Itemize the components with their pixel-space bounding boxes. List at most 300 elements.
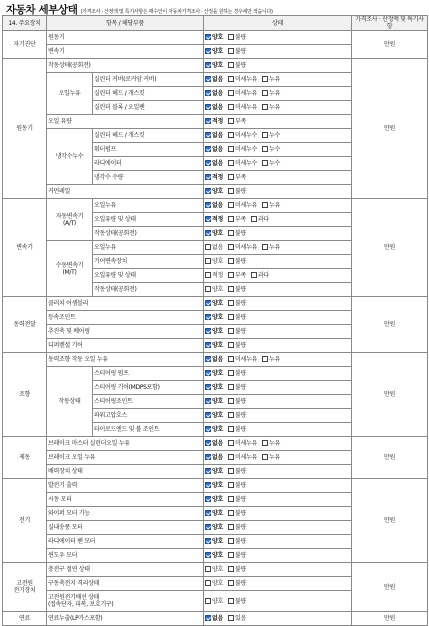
status-option-label: 누유 (269, 104, 280, 111)
status-option-label: 누유 (269, 454, 280, 461)
checkbox-checked[interactable] (205, 314, 211, 320)
checkbox-unchecked[interactable] (262, 454, 268, 460)
checkbox-unchecked[interactable] (251, 216, 257, 222)
status-option-label: 부족 (235, 272, 247, 279)
status-option[interactable] (205, 34, 223, 41)
checkbox-unchecked[interactable] (228, 188, 234, 194)
checkbox-unchecked[interactable] (205, 598, 211, 604)
status-options (204, 213, 352, 227)
status-options (204, 339, 352, 353)
status-options (204, 521, 352, 535)
status-option[interactable] (205, 496, 223, 503)
checkbox-checked[interactable] (205, 90, 211, 96)
status-option[interactable] (228, 160, 257, 167)
status-option[interactable] (205, 510, 223, 517)
status-option-label: 누유 (269, 440, 280, 447)
checkbox-checked[interactable] (205, 216, 211, 222)
status-option-label: 양호 (212, 286, 224, 293)
status-option[interactable] (228, 384, 246, 391)
status-option[interactable] (228, 454, 257, 461)
status-option-label: 누유 (269, 356, 280, 363)
status-option-label: 불량 (235, 597, 247, 605)
status-options (204, 409, 352, 423)
checkbox-checked[interactable] (205, 62, 211, 68)
status-option[interactable] (205, 174, 223, 181)
status-options (204, 591, 352, 612)
checkbox-unchecked[interactable] (228, 454, 234, 460)
status-option[interactable] (228, 468, 246, 475)
item-label: 배력장치 상태 (47, 465, 204, 479)
status-option-label: 과다 (258, 272, 270, 279)
status-option-label: 양호 (212, 412, 224, 419)
checkbox-checked[interactable] (205, 328, 211, 334)
checkbox-unchecked[interactable] (205, 244, 211, 250)
status-options (204, 367, 352, 381)
checkbox-unchecked[interactable] (228, 90, 234, 96)
checkbox-unchecked[interactable] (228, 258, 234, 264)
checkbox-checked[interactable] (205, 510, 211, 516)
table-row (3, 612, 428, 626)
status-option[interactable] (228, 356, 257, 363)
checkbox-unchecked[interactable] (262, 440, 268, 446)
checkbox-unchecked[interactable] (228, 300, 234, 306)
checkbox-unchecked[interactable] (228, 104, 234, 110)
status-option[interactable] (205, 160, 223, 167)
status-option[interactable] (205, 426, 223, 433)
status-options (204, 437, 352, 451)
status-option[interactable] (251, 216, 269, 223)
checkbox-checked[interactable] (205, 454, 211, 460)
status-option[interactable] (228, 132, 257, 139)
checkbox-unchecked[interactable] (228, 160, 234, 166)
price-cell[interactable]: 만원 (352, 479, 428, 563)
status-option-label: 양호 (212, 384, 224, 391)
item-label: 스티어링조인트 (93, 395, 204, 409)
item-label: 실린더 커버(로커암 커버) (93, 73, 204, 87)
status-option[interactable] (205, 552, 223, 559)
section-label: 자기진단 (3, 31, 47, 59)
status-option[interactable] (205, 328, 223, 335)
status-option[interactable] (228, 524, 246, 531)
status-options (204, 493, 352, 507)
status-option[interactable] (205, 48, 223, 55)
item-label: 시동 모터 (47, 493, 204, 507)
checkbox-unchecked[interactable] (228, 272, 234, 278)
checkbox-unchecked[interactable] (262, 244, 268, 250)
checkbox-checked[interactable] (205, 174, 211, 180)
checkbox-unchecked[interactable] (262, 90, 268, 96)
price-cell[interactable]: 만원 (352, 59, 428, 199)
checkbox-unchecked[interactable] (228, 314, 234, 320)
status-option[interactable] (228, 370, 246, 377)
checkbox-checked[interactable] (205, 48, 211, 54)
status-option[interactable] (228, 598, 246, 605)
checkbox-checked[interactable] (205, 468, 211, 474)
status-option-label: 불량 (235, 482, 247, 489)
status-option-label: 불량 (235, 328, 247, 335)
checkbox-unchecked[interactable] (228, 132, 234, 138)
status-option-label: 양호 (212, 62, 224, 69)
status-option-label: 없음 (212, 160, 224, 167)
checkbox-checked[interactable] (205, 76, 211, 82)
checkbox-checked[interactable] (205, 538, 211, 544)
checkbox-unchecked[interactable] (228, 34, 234, 40)
checkbox-unchecked[interactable] (228, 48, 234, 54)
status-option[interactable] (205, 146, 223, 153)
status-option-label: 없음 (212, 454, 224, 461)
checkbox-checked[interactable] (205, 440, 211, 446)
checkbox-unchecked[interactable] (262, 356, 268, 362)
status-option[interactable] (228, 230, 246, 237)
status-option[interactable] (228, 580, 246, 587)
status-option[interactable] (205, 244, 223, 251)
checkbox-checked[interactable] (205, 412, 211, 418)
status-option[interactable] (205, 90, 223, 97)
status-options (204, 297, 352, 311)
table-row (3, 479, 428, 493)
checkbox-unchecked[interactable] (228, 398, 234, 404)
status-option-label: 적정 (212, 216, 224, 223)
status-option-label: 누수 (269, 132, 280, 139)
price-cell[interactable]: 만원 (352, 612, 428, 626)
status-option[interactable] (228, 118, 246, 125)
checkbox-unchecked[interactable] (262, 104, 268, 110)
status-option[interactable] (205, 286, 223, 293)
checkbox-unchecked[interactable] (228, 356, 234, 362)
price-cell[interactable]: 만원 (352, 31, 428, 59)
price-cell[interactable]: 만원 (352, 353, 428, 437)
item-label: 오일누유 (93, 241, 204, 255)
status-option[interactable] (205, 230, 223, 237)
status-option[interactable] (205, 104, 223, 111)
status-option[interactable] (228, 496, 246, 503)
status-option[interactable] (205, 384, 223, 391)
status-option-label: 양호 (212, 230, 224, 237)
status-option[interactable] (228, 510, 246, 517)
status-option[interactable] (262, 244, 280, 251)
status-option-label: 불량 (235, 230, 247, 237)
status-option-label: 없음 (212, 615, 224, 622)
checkbox-unchecked[interactable] (228, 370, 234, 376)
status-option-label: 부족 (235, 118, 247, 125)
checkbox-unchecked[interactable] (228, 524, 234, 530)
checkbox-checked[interactable] (205, 160, 211, 166)
status-option[interactable] (205, 188, 223, 195)
status-option[interactable] (262, 104, 280, 111)
status-options (204, 199, 352, 213)
status-option[interactable] (205, 356, 223, 363)
status-option[interactable] (262, 160, 280, 167)
checkbox-unchecked[interactable] (228, 468, 234, 474)
status-option[interactable] (205, 615, 223, 622)
status-option[interactable] (228, 566, 246, 573)
status-option[interactable] (262, 440, 280, 447)
status-option-label: 없음 (212, 244, 224, 251)
status-option-label: 미세누유 (235, 104, 257, 111)
checkbox-unchecked[interactable] (262, 146, 268, 152)
checkbox-checked[interactable] (205, 356, 211, 362)
checkbox-unchecked[interactable] (228, 146, 234, 152)
checkbox-unchecked[interactable] (228, 615, 234, 621)
status-option-label: 불량 (235, 370, 247, 377)
status-option[interactable] (205, 132, 223, 139)
status-option-label: 불량 (235, 524, 247, 531)
status-option[interactable] (228, 412, 246, 419)
status-option[interactable] (228, 398, 246, 405)
status-option-label: 누유 (269, 202, 280, 209)
status-option[interactable] (205, 482, 223, 489)
status-option[interactable] (205, 468, 223, 475)
status-option-label: 없음 (212, 132, 224, 139)
status-option-label: 적정 (212, 174, 224, 181)
checkbox-unchecked[interactable] (228, 342, 234, 348)
status-option-label: 불량 (235, 580, 247, 587)
status-option-label: 양호 (212, 314, 224, 321)
checkbox-unchecked[interactable] (228, 384, 234, 390)
checkbox-unchecked[interactable] (228, 552, 234, 558)
checkbox-checked[interactable] (205, 118, 211, 124)
checkbox-unchecked[interactable] (228, 76, 234, 82)
checkbox-unchecked[interactable] (228, 328, 234, 334)
status-option[interactable] (205, 440, 223, 447)
status-options (204, 87, 352, 101)
checkbox-unchecked[interactable] (228, 580, 234, 586)
status-option[interactable] (228, 272, 246, 279)
status-option[interactable] (228, 314, 246, 321)
status-option[interactable] (228, 552, 246, 559)
item-label: 스티어링 펌프 (93, 367, 204, 381)
status-options (204, 423, 352, 437)
status-option-label: 불량 (235, 426, 247, 433)
section-label: 고전원 전기장치 (3, 563, 47, 612)
checkbox-checked[interactable] (205, 34, 211, 40)
status-option-label: 불량 (235, 412, 247, 419)
price-cell[interactable]: 만원 (352, 199, 428, 297)
status-option[interactable] (205, 118, 223, 125)
checkbox-unchecked[interactable] (228, 510, 234, 516)
status-option[interactable] (228, 76, 257, 83)
status-option[interactable] (205, 342, 223, 349)
checkbox-checked[interactable] (205, 230, 211, 236)
status-option[interactable] (228, 146, 257, 153)
status-option-label: 누유 (269, 90, 280, 97)
checkbox-unchecked[interactable] (205, 580, 211, 586)
status-option[interactable] (205, 538, 223, 545)
status-option[interactable] (262, 132, 280, 139)
checkbox-unchecked[interactable] (262, 76, 268, 82)
checkbox-unchecked[interactable] (228, 412, 234, 418)
status-option[interactable] (262, 146, 280, 153)
checkbox-unchecked[interactable] (228, 216, 234, 222)
checkbox-unchecked[interactable] (205, 272, 211, 278)
status-option-label: 양호 (212, 370, 224, 377)
status-option[interactable] (205, 370, 223, 377)
checkbox-checked[interactable] (205, 300, 211, 306)
status-option-label: 미세누유 (235, 90, 257, 97)
status-option[interactable] (228, 615, 246, 622)
status-option[interactable] (228, 426, 246, 433)
status-option-label: 누유 (269, 76, 280, 83)
status-option-label: 적정 (212, 272, 224, 279)
section-label: 동력전달 (3, 297, 47, 353)
status-option-label: 없음 (212, 356, 224, 363)
checkbox-unchecked[interactable] (228, 496, 234, 502)
status-option[interactable] (205, 300, 223, 307)
table-row (3, 563, 428, 577)
checkbox-unchecked[interactable] (262, 202, 268, 208)
status-options (204, 479, 352, 493)
status-option[interactable] (205, 598, 223, 605)
status-options (204, 59, 352, 73)
status-option-label: 불량 (235, 510, 247, 517)
checkbox-checked[interactable] (205, 132, 211, 138)
status-option[interactable] (205, 566, 223, 573)
status-option[interactable] (228, 300, 246, 307)
item-label: 고전원전기배선 상태 (접속단자, 피복, 보호기구) (47, 591, 204, 612)
checkbox-checked[interactable] (205, 188, 211, 194)
checkbox-unchecked[interactable] (228, 426, 234, 432)
status-option[interactable] (262, 76, 280, 83)
checkbox-unchecked[interactable] (205, 566, 211, 572)
table-row (3, 59, 428, 73)
status-option-label: 누유 (269, 244, 280, 251)
status-option-label: 있음 (235, 615, 247, 622)
status-options (204, 31, 352, 45)
item-label: 등속조인트 (47, 311, 204, 325)
section-label: 변속기 (3, 199, 47, 297)
status-option-label: 불량 (235, 258, 247, 265)
checkbox-checked[interactable] (205, 202, 211, 208)
status-option[interactable] (205, 524, 223, 531)
status-options (204, 577, 352, 591)
status-option[interactable] (228, 188, 246, 195)
status-option-label: 없음 (212, 76, 224, 83)
item-label: 오일누유 (93, 199, 204, 213)
checkbox-unchecked[interactable] (228, 286, 234, 292)
checkbox-checked[interactable] (205, 496, 211, 502)
status-option[interactable] (262, 356, 280, 363)
status-options (204, 269, 352, 283)
checkbox-unchecked[interactable] (205, 258, 211, 264)
checkbox-checked[interactable] (205, 104, 211, 110)
item-label: 실린더 헤드 / 개스킷 (93, 87, 204, 101)
checkbox-unchecked[interactable] (228, 202, 234, 208)
checkbox-unchecked[interactable] (228, 230, 234, 236)
status-option[interactable] (228, 216, 246, 223)
status-option[interactable] (228, 62, 246, 69)
checkbox-unchecked[interactable] (228, 598, 234, 604)
checkbox-checked[interactable] (205, 146, 211, 152)
checkbox-checked[interactable] (205, 482, 211, 488)
status-option[interactable] (205, 398, 223, 405)
item-label: 오일유량 및 상태 (93, 213, 204, 227)
status-option[interactable] (228, 104, 257, 111)
status-option[interactable] (205, 62, 223, 69)
status-option[interactable] (228, 286, 246, 293)
price-cell[interactable]: 만원 (352, 297, 428, 353)
checkbox-unchecked[interactable] (228, 440, 234, 446)
subgroup-label: 자동변속기 (A/T) (47, 199, 93, 241)
status-option[interactable] (228, 202, 257, 209)
checkbox-unchecked[interactable] (228, 566, 234, 572)
checkbox-checked[interactable] (205, 426, 211, 432)
checkbox-unchecked[interactable] (228, 174, 234, 180)
status-option[interactable] (205, 76, 223, 83)
checkbox-unchecked[interactable] (228, 62, 234, 68)
status-option[interactable] (205, 258, 223, 265)
item-label: 스티어링 기어(MDPS포함) (93, 381, 204, 395)
status-option-label: 불량 (235, 286, 247, 293)
status-option[interactable] (205, 412, 223, 419)
status-option[interactable] (228, 174, 246, 181)
status-option[interactable] (251, 272, 269, 279)
checkbox-checked[interactable] (205, 370, 211, 376)
item-label: 파워고압호스 (93, 409, 204, 423)
price-cell[interactable]: 만원 (352, 563, 428, 612)
checkbox-checked[interactable] (205, 524, 211, 530)
status-option-label: 적정 (212, 118, 224, 125)
checkbox-checked[interactable] (205, 384, 211, 390)
status-option[interactable] (228, 342, 246, 349)
status-option[interactable] (205, 216, 223, 223)
checkbox-checked[interactable] (205, 552, 211, 558)
item-label: 변속기 (47, 45, 204, 59)
status-options (204, 353, 352, 367)
status-option[interactable] (262, 202, 280, 209)
status-option[interactable] (205, 202, 223, 209)
status-option[interactable] (228, 258, 246, 265)
status-option-label: 없음 (212, 202, 224, 209)
status-option[interactable] (228, 244, 257, 251)
price-cell[interactable]: 만원 (352, 437, 428, 479)
status-option[interactable] (205, 580, 223, 587)
status-option-label: 불량 (235, 188, 247, 195)
status-option[interactable] (205, 314, 223, 321)
status-option[interactable] (228, 440, 257, 447)
section-label: 제동 (3, 437, 47, 479)
status-option[interactable] (205, 454, 223, 461)
table-header-row (3, 16, 428, 31)
checkbox-unchecked[interactable] (228, 482, 234, 488)
status-options (204, 451, 352, 465)
status-option[interactable] (228, 48, 246, 55)
status-option[interactable] (205, 272, 223, 279)
checkbox-unchecked[interactable] (228, 244, 234, 250)
section-label: 원동기 (3, 59, 47, 199)
status-option[interactable] (228, 90, 257, 97)
checkbox-unchecked[interactable] (251, 272, 257, 278)
status-option[interactable] (228, 482, 246, 489)
status-options (204, 101, 352, 115)
subgroup-label: 수동변속기 (M/T) (47, 241, 93, 297)
checkbox-unchecked[interactable] (228, 118, 234, 124)
status-option[interactable] (262, 454, 280, 461)
status-option[interactable] (228, 34, 246, 41)
checkbox-unchecked[interactable] (205, 286, 211, 292)
checkbox-unchecked[interactable] (228, 538, 234, 544)
checkbox-unchecked[interactable] (262, 160, 268, 166)
checkbox-unchecked[interactable] (262, 132, 268, 138)
status-options (204, 563, 352, 577)
status-option[interactable] (262, 90, 280, 97)
status-option[interactable] (228, 538, 246, 545)
checkbox-checked[interactable] (205, 342, 211, 348)
item-label: 추진축 및 베어링 (47, 325, 204, 339)
status-option[interactable] (228, 328, 246, 335)
checkbox-checked[interactable] (205, 398, 211, 404)
item-label: 충전구 절연 상태 (47, 563, 204, 577)
checkbox-checked[interactable] (205, 615, 211, 621)
